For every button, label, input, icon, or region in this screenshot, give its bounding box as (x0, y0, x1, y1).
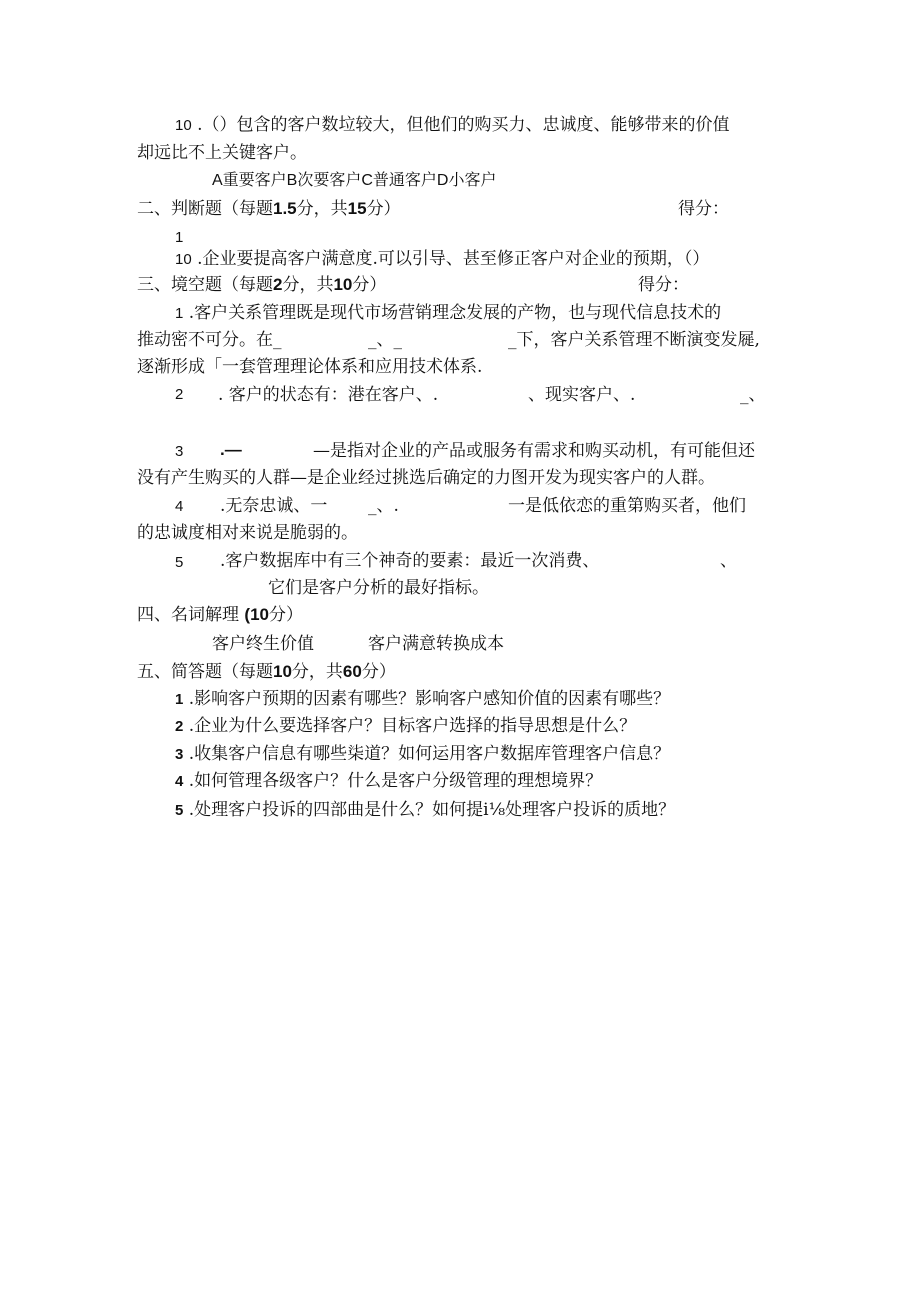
question-number: 10 (175, 117, 192, 134)
section-4-heading: 四、名词解理 (10分） (137, 605, 303, 625)
fill-question-5-number: 5 (175, 554, 184, 571)
short-answer-question: 3 .收集客户信息有哪些柒道？如何运用客户数据库管理客户信息？ (175, 744, 671, 764)
section-2-heading: 二、判断题（每题1.5分，共15分） (137, 199, 401, 219)
term-satisfaction-switching-cost: 客户满意转换成本 (368, 634, 504, 654)
short-answer-question: 5 .处理客户投诉的四部曲是什么？如何提i⅛处理客户投诉的质地？ (175, 800, 676, 820)
fill-question-1-line-2c: _下，客户关系管理不断演变发屣, (508, 330, 760, 350)
fill-question-5-part-b: 、 (720, 551, 737, 571)
judge-stray-number: 1 (175, 229, 184, 246)
fill-question-2-part-b: 、现实客户、. (528, 385, 636, 405)
section-2-score: 得分： (678, 199, 729, 219)
fill-question-4-part-b: _、. (368, 496, 399, 516)
fill-question-2-number: 2 (175, 386, 184, 403)
judge-question-10: 10 .企业要提高客户满意度.可以引导、甚至修正客户对企业的预期，（） (175, 249, 710, 269)
fill-question-2-part-a: . 客户的状态有：港在客户、. (218, 385, 439, 405)
section-3-heading: 三、境空题（每题2分，共10分） (137, 275, 387, 295)
fill-question-2-part-c: _、 (740, 385, 766, 405)
mc-question-10-cont: 却远比不上关键客户。 (137, 143, 307, 163)
short-answer-question: 1 .影响客户预期的因素有哪些？影响客户感知价值的因素有哪些？ (175, 689, 671, 709)
fill-question-3-number: 3 (175, 443, 184, 460)
short-answer-question: 2 .企业为什么要选择客户？目标客户选择的指导思想是什么？ (175, 716, 637, 736)
fill-question-3-line-2: 没有产生购买的人群—是企业经过挑选后确定的力图开发为现实客户的人群。 (137, 468, 715, 488)
fill-question-5-line-2: 它们是客户分析的最好指标。 (268, 578, 489, 598)
fill-question-1-line-3: 逐渐形成「一套管理理论体系和应用技术体系. (137, 357, 483, 377)
fill-question-4-part-a: .无奈忠诚、一 (220, 496, 328, 516)
fill-question-1: 1 .客户关系管理既是现代市场营销理念发展的产物，也与现代信息技术的 (175, 303, 722, 323)
section-3-score: 得分： (638, 275, 689, 295)
fill-question-3-line-1: —是指对企业的产品或服务有需求和购买动机，有可能但还 (313, 441, 755, 461)
term-customer-lifetime-value: 客户终生价值 (212, 634, 314, 654)
fill-question-4-line-2: 的忠诚度相对来说是脆弱的。 (137, 523, 358, 543)
mc-question-10 (175, 114, 730, 137)
section-5-heading: 五、简答题（每题10分，共60分） (137, 662, 396, 682)
fill-question-4-part-c: 一是低依恋的重第购买者，他们 (508, 496, 746, 516)
fill-question-5-part-a: .客户数据库中有三个神奇的要素：最近一次消费、 (220, 551, 600, 571)
short-answer-question: 4 .如何管理各级客户？什么是客户分级管理的理想境界？ (175, 771, 603, 791)
fill-question-1-line-2a: 推动密不可分。在_ (137, 330, 282, 350)
fill-question-3-dash: .— (220, 440, 242, 459)
fill-question-4-number: 4 (175, 498, 184, 515)
question-text: .（）包含的客户数垃较大，但他们的购买力、忠诚度、能够带来的价值 (197, 115, 730, 135)
fill-question-1-line-2b: _、_ (368, 330, 402, 350)
mc-options: A重要客户B次要客户C普通客户D小客户 (212, 172, 497, 189)
